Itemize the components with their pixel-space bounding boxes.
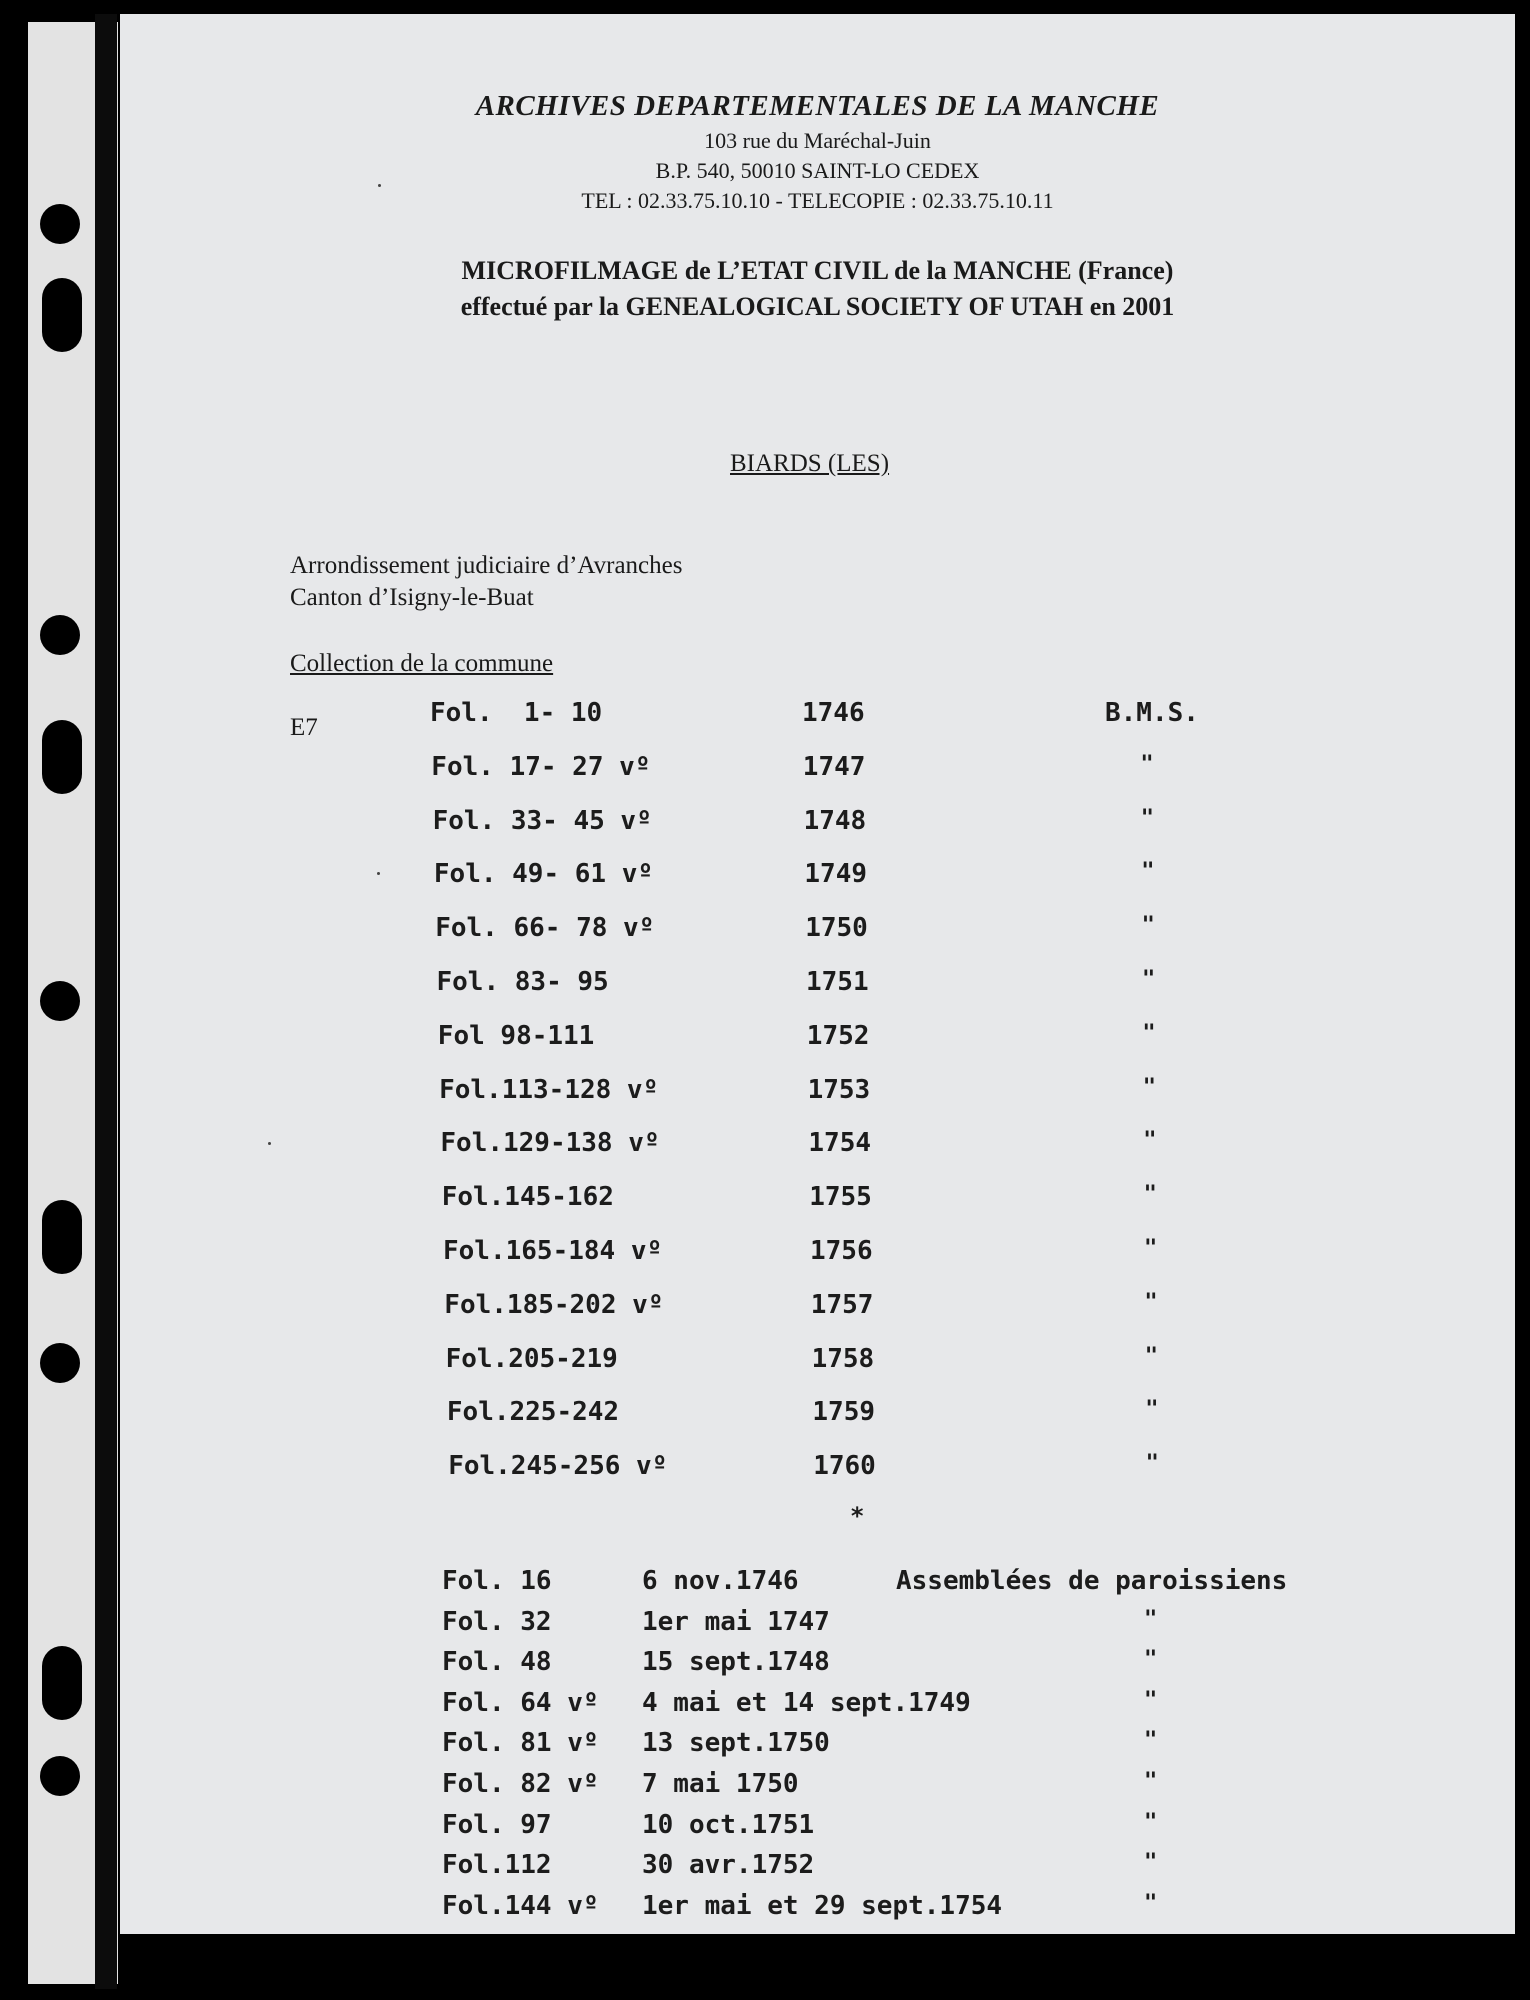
register-year: 1758: [811, 1344, 875, 1374]
assembly-note: ": [1144, 1850, 1158, 1875]
register-year: 1748: [803, 806, 867, 836]
assembly-note: ": [1144, 1810, 1158, 1835]
parish-name: BIARDS (LES): [730, 450, 890, 477]
binder-strip: [95, 14, 117, 1989]
register-folio: Fol. 1- 10: [430, 698, 603, 728]
register-type: ": [1144, 1344, 1159, 1369]
register-type: ": [1141, 859, 1155, 884]
punch-hole: [42, 278, 82, 352]
register-folio: Fol. 33- 45 vº: [432, 806, 652, 836]
assembly-folio: Fol. 16: [442, 1566, 552, 1596]
assembly-date: 1er mai et 29 sept.1754: [642, 1891, 1003, 1921]
document-page: [120, 14, 1515, 1934]
register-folio: Fol 98-111: [437, 1021, 595, 1051]
assembly-folio: Fol. 48: [442, 1647, 552, 1677]
assembly-folio: Fol. 82 vº: [442, 1769, 599, 1799]
punch-hole: [40, 1343, 80, 1383]
register-folio: Fol. 66- 78 vº: [435, 913, 655, 943]
register-year: 1750: [805, 913, 868, 943]
register-type: ": [1140, 752, 1154, 777]
register-folio: Fol.225-242: [446, 1397, 620, 1427]
assembly-date: 7 mai 1750: [642, 1769, 799, 1799]
register-year: 1760: [813, 1451, 876, 1481]
assembly-note: ": [1144, 1647, 1158, 1672]
cote-label: E7: [290, 714, 318, 741]
assembly-note: ": [1144, 1769, 1158, 1794]
assembly-note: ": [1144, 1688, 1158, 1713]
register-folio: Fol.245-256 vº: [448, 1451, 668, 1481]
assembly-date: 4 mai et 14 sept.1749: [642, 1688, 971, 1718]
punch-hole: [42, 1646, 82, 1720]
archive-name: ARCHIVES DEPARTEMENTALES DE LA MANCHE: [475, 90, 1160, 122]
register-year: 1756: [810, 1236, 873, 1266]
register-type: ": [1142, 1021, 1156, 1046]
register-folio: Fol. 83- 95: [436, 967, 609, 997]
register-year: 1753: [807, 1075, 871, 1105]
register-type: ": [1144, 1290, 1158, 1315]
punch-hole: [40, 981, 80, 1021]
register-type: ": [1142, 967, 1156, 992]
register-year: 1754: [808, 1128, 872, 1158]
register-year: 1757: [810, 1290, 874, 1320]
address-line-2: B.P. 540, 50010 SAINT-LO CEDEX: [655, 158, 980, 183]
register-folio: Fol. 17- 27 vº: [431, 752, 651, 782]
phone-line: TEL : 02.33.75.10.10 - TELECOPIE : 02.33.75.10.11: [581, 188, 1054, 213]
separator-star: *: [850, 1502, 865, 1530]
assembly-note: Assemblées de paroissiens: [896, 1566, 1288, 1596]
speck: [268, 1142, 271, 1145]
punch-hole: [40, 615, 80, 655]
assembly-date: 10 oct.1751: [642, 1810, 815, 1840]
register-folio: Fol.165-184 vº: [443, 1236, 663, 1266]
punch-hole: [42, 1200, 82, 1274]
punch-hole: [42, 720, 82, 794]
register-year: 1747: [802, 752, 866, 782]
assembly-date: 1er mai 1747: [642, 1607, 830, 1637]
assembly-folio: Fol. 97: [442, 1810, 552, 1840]
register-year: 1752: [806, 1021, 870, 1051]
register-type: ": [1145, 1397, 1159, 1422]
register-type: ": [1143, 1182, 1157, 1207]
register-year: 1759: [812, 1397, 876, 1427]
assembly-folio: Fol. 81 vº: [442, 1728, 599, 1758]
register-year: 1746: [802, 698, 865, 728]
assembly-date: 13 sept.1750: [642, 1728, 830, 1758]
assembly-folio: Fol.144 vº: [442, 1891, 599, 1921]
assembly-note: ": [1144, 1891, 1158, 1916]
register-type: ": [1141, 913, 1155, 938]
arrondissement: Arrondissement judiciaire d’Avranches: [290, 552, 683, 579]
canton: Canton d’Isigny-le-Buat: [290, 584, 534, 611]
speck: [377, 872, 380, 875]
register-year: 1749: [804, 859, 868, 889]
microfilm-subtitle: effectué par la GENEALOGICAL SOCIETY OF UTAH en 2001: [460, 292, 1175, 321]
register-folio: Fol.205-219: [445, 1344, 618, 1374]
register-type: ": [1142, 1075, 1157, 1100]
punch-hole: [40, 204, 80, 244]
assembly-folio: Fol.112: [442, 1850, 552, 1880]
register-folio: Fol.129-138 vº: [440, 1128, 660, 1158]
register-type: ": [1144, 1236, 1158, 1261]
register-folio: Fol.145-162: [441, 1182, 614, 1212]
assembly-folio: Fol. 64 vº: [442, 1688, 599, 1718]
register-year: 1751: [806, 967, 869, 997]
assembly-folio: Fol. 32: [442, 1607, 552, 1637]
punch-hole: [40, 1756, 80, 1796]
register-type: B.M.S.: [1105, 698, 1199, 728]
assembly-date: 30 avr.1752: [642, 1850, 815, 1880]
assembly-date: 6 nov.1746: [642, 1566, 799, 1596]
assembly-date: 15 sept.1748: [642, 1647, 830, 1677]
register-folio: Fol.113-128 vº: [439, 1075, 659, 1105]
assembly-note: ": [1144, 1607, 1158, 1632]
register-year: 1755: [809, 1182, 872, 1212]
register-type: ": [1143, 1128, 1157, 1153]
register-type: ": [1140, 806, 1155, 831]
collection-heading: Collection de la commune: [290, 650, 554, 677]
register-folio: Fol. 49- 61 vº: [433, 859, 654, 889]
address-line-1: 103 rue du Maréchal-Juin: [704, 128, 931, 153]
microfilm-title: MICROFILMAGE de L’ETAT CIVIL de la MANCHE (France): [461, 256, 1174, 285]
speck: [378, 184, 381, 187]
assembly-note: ": [1144, 1728, 1158, 1753]
register-folio: Fol.185-202 vº: [444, 1290, 664, 1320]
register-type: ": [1145, 1451, 1159, 1476]
